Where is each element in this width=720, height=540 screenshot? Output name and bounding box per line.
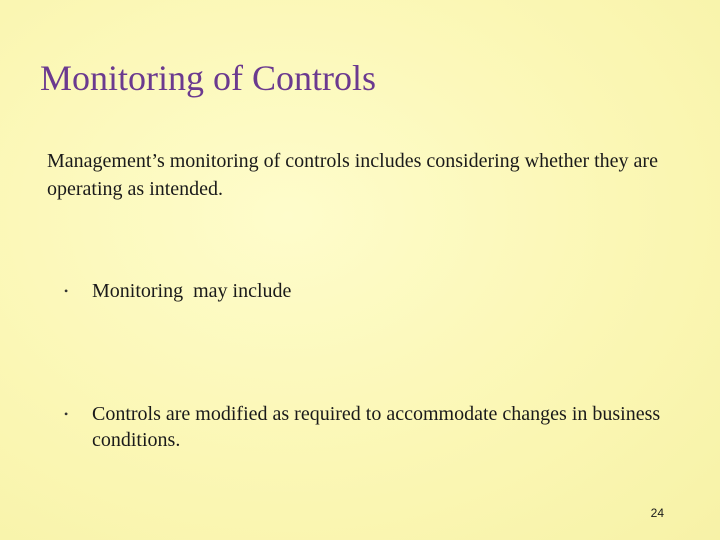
bullet-item [64,401,672,453]
intro-paragraph: Management’s monitoring of controls includes considering whether they are operating as intended. [47,150,658,200]
page-number: 24 [650,506,664,520]
slide-title: Monitoring of Controls [40,58,377,98]
bullet-text: Monitoring may include [92,280,292,302]
bullet-text: Controls are modified as required to accommodate changes in business conditions. [92,403,661,451]
bullet-marker: • [64,284,69,298]
bullet-marker: • [64,407,69,421]
bullet-item [64,278,672,304]
